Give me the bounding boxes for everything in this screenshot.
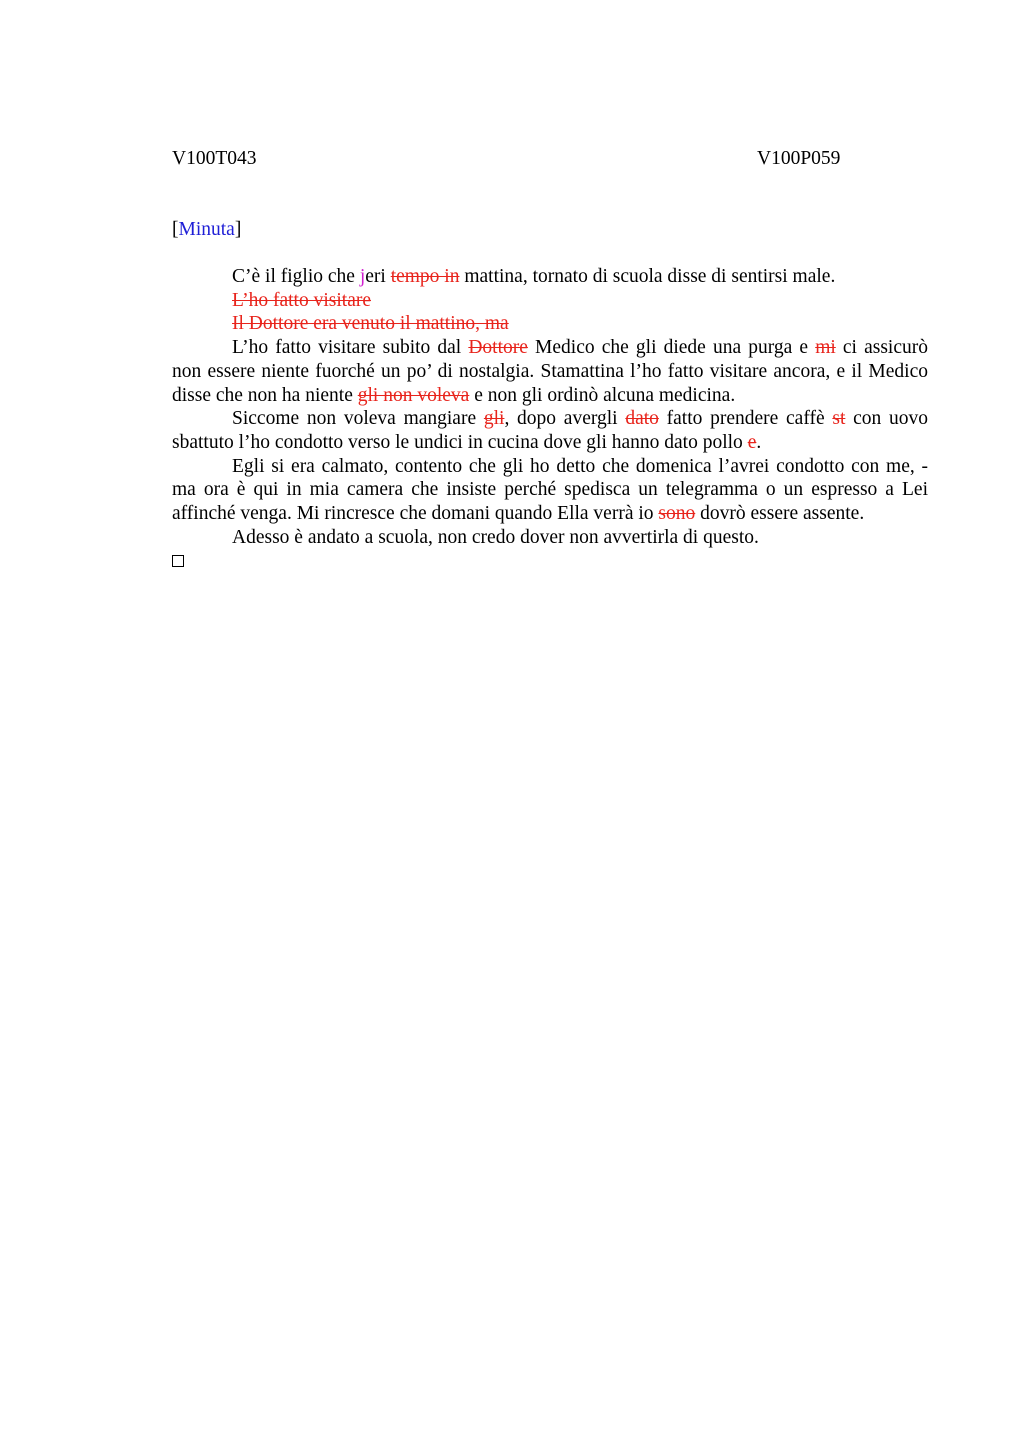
text-run: fatto prendere caffè bbox=[658, 408, 833, 430]
text-run: Egli si era calmato, contento che gli ho detto che domenica l’avrei condotto con me, - ma ora è qui in mia camera che insiste perché spedisca un telegramma o un espresso a Lei affinché venga. Mi rincresce che domani quando Ella verrà io bbox=[172, 455, 928, 525]
text-run: L’ho fatto visitare subito dal bbox=[232, 337, 469, 359]
paragraph-3 bbox=[172, 407, 928, 454]
text-run: Medico che gli diede una purga e bbox=[527, 337, 816, 359]
text-run: . bbox=[756, 431, 762, 453]
text-run: Adesso è andato a scuola, non credo dover non avvertirla di questo. bbox=[232, 526, 759, 548]
paragraph-4 bbox=[172, 455, 928, 526]
deleted-line-2 bbox=[172, 312, 928, 336]
minuta-label: Minuta bbox=[178, 219, 235, 240]
text-run: dovrò essere assente. bbox=[695, 503, 865, 525]
square-outline-icon bbox=[172, 555, 184, 567]
text-run: e non gli ordinò alcuna medicina. bbox=[469, 384, 736, 406]
paragraph-1 bbox=[172, 265, 928, 289]
deleted-text: L’ho fatto visitare bbox=[232, 289, 371, 311]
text-run: eri bbox=[365, 266, 391, 287]
deleted-text: Dottore bbox=[468, 337, 528, 359]
section-label bbox=[172, 218, 241, 241]
deleted-text: gli non voleva bbox=[357, 384, 470, 406]
close-bracket: ] bbox=[234, 219, 242, 240]
text-run: Siccome non voleva mangiare bbox=[232, 408, 484, 430]
deleted-text: Il Dottore era venuto il mattino, ma bbox=[232, 313, 509, 335]
document-code-right: V100P059 bbox=[757, 148, 841, 169]
inserted-letter: j bbox=[359, 266, 366, 287]
deleted-text: sono bbox=[658, 503, 696, 525]
text-run: mattina, tornato di scuola disse di sentirsi male. bbox=[459, 266, 836, 287]
open-bracket: [ bbox=[172, 219, 179, 240]
letter-body bbox=[172, 265, 928, 574]
document-code-left: V100T043 bbox=[172, 148, 257, 169]
deleted-text: dato bbox=[625, 408, 659, 430]
deleted-text: tempo in bbox=[390, 266, 460, 287]
deleted-text: e bbox=[747, 431, 757, 453]
deleted-line-1 bbox=[172, 289, 928, 313]
deleted-text: gli bbox=[483, 408, 505, 430]
text-run: , dopo avergli bbox=[504, 408, 626, 430]
deleted-text: st bbox=[832, 408, 846, 430]
text-run: con uovo sbattuto l’ho condotto verso le undici in cucina dove gli hanno dato pollo bbox=[172, 408, 928, 453]
paragraph-5 bbox=[172, 526, 928, 550]
end-mark bbox=[172, 549, 928, 574]
text-run: ci assicurò non essere niente fuorché un po’ di nostalgia. Stamattina l’ho fatto visitare ancora, e il Medico disse che non ha niente bbox=[172, 337, 928, 406]
deleted-text: mi bbox=[815, 337, 836, 359]
paragraph-2 bbox=[172, 336, 928, 407]
text-run: C’è il figlio che bbox=[232, 266, 360, 287]
